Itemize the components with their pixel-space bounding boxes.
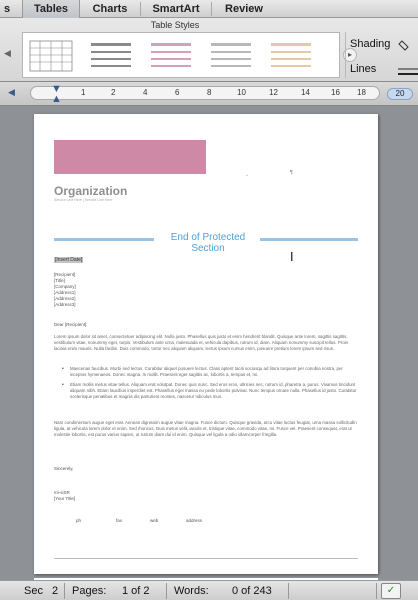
proofing-check-icon[interactable]: ✓ xyxy=(381,583,401,599)
line-style-icon[interactable] xyxy=(398,65,418,77)
header-arrow: → xyxy=(244,172,249,178)
ruler-number: 6 xyxy=(175,88,180,97)
closing[interactable]: Sincerely, xyxy=(54,466,74,471)
table-style-line xyxy=(271,51,311,53)
ruler-number: 12 xyxy=(269,88,278,97)
ribbon-divider xyxy=(345,32,346,78)
divider-line xyxy=(54,238,154,241)
table-style-line xyxy=(91,58,131,60)
body-paragraph[interactable]: Lorem ipsum dolor sit amet, consectetuer adipiscing elit. Nulla justo. Phasellus quis justo et enim hendrerit blandit. Quisque ante lorem, sagittis sagittis, vestibulum vitae, nonummy eget, turpis. Vestibulum ante urna, malesuada et, vehicula dapibus, rutrum id, diam. Aliquam nonummy suscipit tellus. Proin lacinia enim mauris. Nulla facilisi. Duis commodo, tortor nec aliquam aliquam, lectus ipsum cursus enim, posuere pretium lorem ipsum sed risus. xyxy=(54,334,349,351)
section-label: Sec xyxy=(24,585,43,597)
table-style-thumb-tan[interactable] xyxy=(269,39,313,73)
table-style-line xyxy=(151,58,191,60)
status-bar xyxy=(0,580,418,600)
text-cursor-icon: I xyxy=(290,250,294,264)
table-style-line xyxy=(91,65,131,67)
status-divider xyxy=(288,583,289,599)
address-line[interactable]: [Company] xyxy=(54,284,76,289)
table-style-line xyxy=(151,65,191,67)
document-area xyxy=(0,106,418,580)
tab-charts[interactable]: Charts xyxy=(92,3,128,15)
divider-line xyxy=(260,238,358,241)
logo-placeholder xyxy=(54,140,206,174)
grid-table-icon xyxy=(29,39,73,73)
first-line-indent-marker-icon[interactable]: ▼ xyxy=(51,83,62,95)
footer-column: ph xyxy=(76,518,82,523)
pages-value[interactable]: 1 of 2 xyxy=(122,585,150,597)
table-style-line xyxy=(91,43,131,46)
protected-section-heading: End of Protected Section xyxy=(170,232,246,254)
document-page[interactable] xyxy=(34,114,378,574)
bullet-paragraph[interactable]: Etiam mollis metus vitae tellus. Aliquam erat volutpat. Donec quis nunc. Sed eros eros, ultricies nec, rutrum id, pharetra a, purus. Vivamus tincidunt aliquam nibh. Etiam faucibus imperdiet est. Phasellus eget massa eu pede lobortis pulvinar. Nunc tempus ornare nulla. Phasellus id justo. Curabitur scelerisque penatibus et magnis dis parturient montes, nascetur ridiculus mus. xyxy=(70,382,357,399)
table-style-thumb[interactable] xyxy=(209,39,253,73)
pages-label: Pages: xyxy=(72,585,107,597)
table-styles-group-title: Table Styles xyxy=(150,20,200,30)
organization-name: Organization xyxy=(54,184,128,198)
table-style-line xyxy=(151,43,191,46)
pilcrow-mark: ¶ xyxy=(290,170,293,176)
left-indent-marker-icon[interactable]: ▲ xyxy=(51,93,62,105)
ruler-number: 2 xyxy=(111,88,116,97)
table-style-thumb[interactable] xyxy=(89,39,133,73)
tab-tables[interactable]: Tables xyxy=(22,0,80,18)
status-divider xyxy=(64,583,65,599)
table-style-line xyxy=(211,58,251,60)
address-line[interactable]: [Address3] xyxy=(54,302,76,307)
tab-review[interactable]: Review xyxy=(225,3,263,15)
address-line[interactable]: [Recipient] xyxy=(54,272,76,277)
gallery-more-icon[interactable]: ▸ xyxy=(343,48,357,62)
words-label: Words: xyxy=(174,585,209,597)
table-style-line xyxy=(271,58,311,60)
address-line[interactable]: [Title] xyxy=(54,278,65,283)
table-style-line xyxy=(91,51,131,53)
table-style-thumb[interactable] xyxy=(29,39,73,73)
table-style-line xyxy=(271,65,311,67)
insert-date-field[interactable]: [Insert Date] xyxy=(55,257,83,263)
address-line[interactable]: [Address2] xyxy=(54,296,76,301)
table-style-line xyxy=(211,51,251,53)
status-divider xyxy=(166,583,167,599)
footer-rule xyxy=(54,558,358,559)
body-paragraph[interactable]: Nam condimentum augue eget erat. Aenean dignissim augue vitae magna. Fusce dictum. Quisque gravida, arcu vitae luctus feugiat, urna massa sollicitudin ligula, at vehicula lorem dolor et enim. Sed rhoncus. Duis metus velit, iaculis et, tristique vitae, commodo vitae, mi. Fusce vel. Praesent consequat, erat ut molestie lobortis, est purus varius sapien, ut rutrum diam dui id enim. Quisque vel ligula a odio ullamcorper fringilla. xyxy=(54,420,357,437)
tab-partial[interactable]: s xyxy=(3,3,11,15)
paint-bucket-icon[interactable] xyxy=(398,38,418,50)
ruler-number: 1 xyxy=(81,88,86,97)
organization-subtitle: Service Line Here | Service Line Here xyxy=(54,198,113,202)
salutation[interactable]: Dear [Recipient]: xyxy=(54,322,88,327)
ruler-number: 16 xyxy=(331,88,340,97)
ruler-number: 14 xyxy=(301,88,310,97)
footer-column: address xyxy=(186,518,203,523)
ruler-number: 10 xyxy=(237,88,246,97)
horizontal-ruler[interactable] xyxy=(30,83,405,105)
footer-column: web xyxy=(150,518,159,523)
bullet-paragraph[interactable]: Maecenas faucibus. Morbi sed lectus. Curabitur aliquet posuere lectus. Class aptent taciti sociosqu ad litora torquent per conubia nostra, per inceptos hymenaeos. Donec magna. In mollit. Praesent eget sagittis ac, lobortis a, tempus et, mi. xyxy=(70,366,343,377)
ruler-number: 18 xyxy=(357,88,366,97)
lines-button[interactable]: Lines xyxy=(350,63,377,75)
ruler-number: 4 xyxy=(143,88,148,97)
ruler-right-indent-value[interactable]: 20 xyxy=(387,88,413,100)
footer-column: fax xyxy=(116,518,123,523)
ruler-number: 8 xyxy=(207,88,212,97)
signature-initials[interactable]: mi-siSR xyxy=(54,490,70,495)
table-style-line xyxy=(211,65,251,67)
table-style-thumb-pink[interactable] xyxy=(149,39,193,73)
address-line[interactable]: [Address1] xyxy=(54,290,76,295)
your-title[interactable]: [Your Title] xyxy=(54,496,76,501)
table-style-line xyxy=(271,43,311,46)
ruler-left-arrow-icon[interactable]: ◀ xyxy=(8,87,15,97)
table-style-line xyxy=(151,51,191,53)
section-value: 2 xyxy=(52,585,59,597)
bullet-icon: • xyxy=(62,366,64,372)
ribbon-panel xyxy=(0,18,418,82)
ruler-bar xyxy=(0,82,418,106)
tab-smartart[interactable]: SmartArt xyxy=(152,3,200,15)
words-value[interactable]: 0 of 243 xyxy=(232,585,272,597)
ribbon-tab-bar xyxy=(0,0,418,18)
bullet-icon: • xyxy=(62,382,64,388)
table-style-line xyxy=(211,43,251,46)
status-divider xyxy=(376,583,377,599)
shading-button[interactable]: Shading xyxy=(350,38,391,50)
gallery-scroll-left-icon[interactable]: ◀ xyxy=(4,48,11,58)
table-styles-gallery xyxy=(22,32,340,78)
